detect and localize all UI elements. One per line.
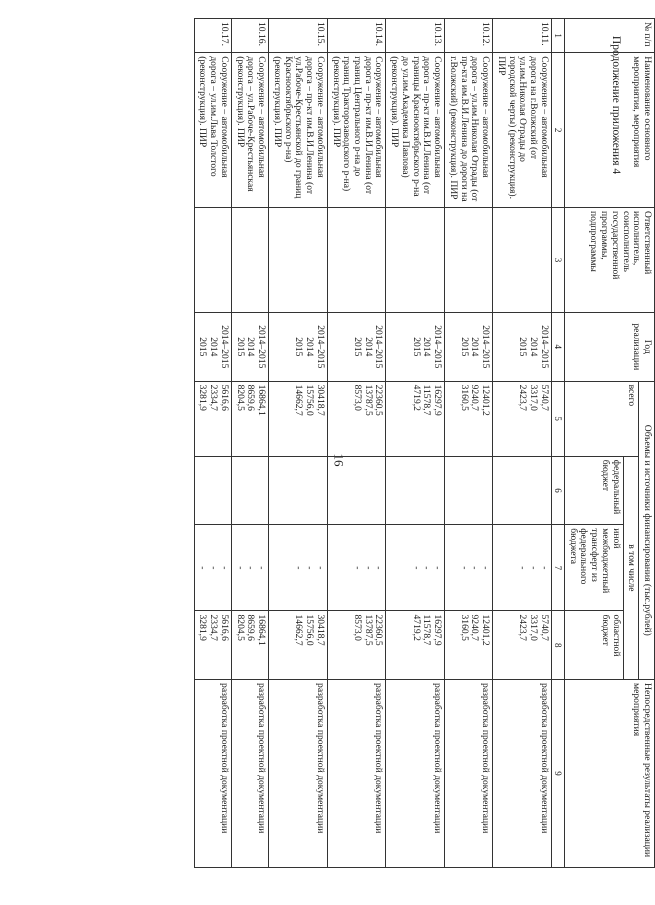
row-number: 10.15.: [269, 19, 328, 53]
row-years-value: 2014: [362, 337, 374, 357]
row-years-value: 2015: [458, 337, 470, 357]
row-years-value: 2014–2015: [432, 325, 444, 369]
row-regional-value: 3317,0: [528, 614, 540, 641]
row-regional: [231, 611, 268, 680]
row-result: разработка проектной документации: [194, 680, 231, 868]
row-years-value: 2014–2015: [218, 325, 230, 369]
row-years: [493, 313, 552, 382]
budget-table-container: [175, 18, 655, 868]
row-name: Сооружение – автомобильная дорога – пр-кт им.В.И.Ленина (от границ Центрального р-на до границ Тракторозаводского р-на) (реконструкция). ПИР: [327, 53, 386, 208]
row-transfer: [269, 525, 328, 611]
row-years-value: 2015: [293, 337, 305, 357]
row-years: [327, 313, 386, 382]
row-transfer-value: -: [469, 566, 481, 570]
row-transfer: [386, 525, 445, 611]
row-transfer-value: -: [304, 566, 316, 570]
row-number: 10.11.: [493, 19, 552, 53]
col-number: 9: [551, 680, 564, 868]
row-years-value: 2014–2015: [480, 325, 492, 369]
row-years-value: 2014–2015: [373, 325, 385, 369]
row-total: [194, 381, 231, 456]
row-regional: [327, 611, 386, 680]
row-years-value: 2014: [245, 337, 257, 357]
row-total-value: 16297,9: [432, 384, 444, 416]
row-regional-value: 16297,9: [432, 614, 444, 646]
row-transfer-value: -: [197, 566, 209, 570]
row-transfer-value: -: [432, 566, 444, 570]
row-total-value: 30418,7: [314, 384, 326, 416]
table-row: [194, 19, 231, 868]
header-total: всего: [564, 381, 638, 456]
row-name: Сооружение – автомобильная дорога – ул.им.Льва Толстого (реконструкция). ПИР: [194, 53, 231, 208]
table-row: [231, 19, 268, 868]
row-executor: [445, 208, 493, 313]
row-total-value: 16864,1: [256, 384, 268, 416]
header-federal: федеральный бюджет: [564, 456, 623, 525]
row-federal: [194, 456, 231, 525]
budget-table: [194, 18, 655, 868]
row-number: 10.14.: [327, 19, 386, 53]
row-transfer-value: -: [480, 566, 492, 570]
row-transfer-value: -: [517, 566, 529, 570]
row-total-value: 12401,2: [480, 384, 492, 416]
table-row: [269, 19, 328, 868]
row-total-value: 2334,7: [208, 384, 220, 411]
row-result: разработка проектной документации: [445, 680, 493, 868]
row-total-value: 15756,0: [304, 384, 316, 416]
row-transfer: [327, 525, 386, 611]
row-years-value: 2014: [304, 337, 316, 357]
row-transfer-value: -: [234, 566, 246, 570]
row-name: Сооружение – автомобильная дорога на г.Волжский (от ул.им.Николая Отрады до городской черты) (реконструкция). ПИР: [493, 53, 552, 208]
row-federal: [445, 456, 493, 525]
row-years-value: 2015: [234, 337, 246, 357]
row-result: разработка проектной документации: [327, 680, 386, 868]
row-federal: [327, 453, 386, 525]
row-regional-value: 15756,0: [304, 614, 316, 646]
header-transfer: иной межбюджетный трансферт из федерального бюджета: [564, 525, 623, 611]
row-result: разработка проектной документации: [269, 680, 328, 868]
row-years-value: 2015: [352, 337, 364, 357]
row-total-value: 5740,7: [538, 384, 550, 411]
row-regional-value: 4719,2: [410, 614, 422, 641]
row-transfer-value: -: [538, 566, 550, 570]
table-row: [493, 19, 552, 868]
row-years: [386, 313, 445, 382]
row-transfer-value: -: [245, 566, 257, 570]
row-regional-value: 13787,5: [362, 614, 374, 646]
row-executor: [493, 208, 552, 313]
row-regional-value: 16864,1: [256, 614, 268, 646]
row-regional-value: 3281,9: [197, 614, 209, 641]
row-years: [269, 313, 328, 382]
row-regional: [445, 611, 493, 680]
row-regional-value: 8659,6: [245, 614, 257, 641]
row-transfer: [231, 525, 268, 611]
row-regional-value: 2334,7: [208, 614, 220, 641]
row-transfer-value: -: [218, 566, 230, 570]
header-no: № п/п: [564, 19, 654, 53]
table-row: [327, 19, 386, 868]
row-total: [445, 381, 493, 456]
row-transfer: [493, 525, 552, 611]
row-transfer-value: -: [410, 566, 422, 570]
row-total: [327, 381, 386, 456]
row-transfer-value: -: [421, 566, 433, 570]
row-total-value: 22360,5: [373, 384, 385, 416]
row-regional: [386, 611, 445, 680]
row-transfer-value: -: [373, 566, 385, 570]
column-number-row: [551, 19, 564, 868]
row-federal: [386, 456, 445, 525]
continuation-title-text: Продолжение приложения 4: [610, 35, 623, 175]
row-regional-value: 8204,5: [234, 614, 246, 641]
row-executor: [327, 208, 386, 313]
header-funding: Объемы и источники финансирования (тыс.рублей): [639, 381, 655, 679]
row-federal: [269, 456, 328, 525]
header-year: Год реализации: [564, 313, 654, 382]
row-years-value: 2014–2015: [538, 325, 550, 369]
row-years-value: 2015: [197, 337, 209, 357]
row-years-value: 2014: [421, 337, 433, 357]
row-total-value: 2423,7: [517, 384, 529, 411]
row-regional-value: 11578,7: [421, 614, 433, 646]
col-number: 8: [551, 611, 564, 680]
row-years-value: 2014–2015: [256, 325, 268, 369]
row-years-value: 2014: [528, 337, 540, 357]
row-regional-value: 3160,5: [458, 614, 470, 641]
row-total-value: 11578,7: [421, 384, 433, 416]
row-number: 10.12.: [445, 19, 493, 53]
col-number: 1: [551, 19, 564, 53]
row-total-value: 3317,0: [528, 384, 540, 411]
row-total-value: 4719,2: [410, 384, 422, 411]
row-transfer-value: -: [208, 566, 220, 570]
row-regional: [493, 611, 552, 680]
row-name: Сооружение – автомобильная дорога – ул.им.Николая Отрады (от пр-кта им.В.И.Ленина до дороги на г.Волжский) (реконструкция). ПИР: [445, 53, 493, 208]
row-executor: [194, 208, 231, 313]
row-number: 10.17.: [194, 19, 231, 53]
header-executor: Ответственный исполнитель, соисполнитель государственной программы, подпрограммы: [564, 208, 654, 313]
row-total: [386, 381, 445, 456]
row-number: 10.16.: [231, 19, 268, 53]
table-row: [386, 19, 445, 868]
row-result: разработка проектной документации: [386, 680, 445, 868]
row-total-value: 5616,6: [218, 384, 230, 411]
col-number: 4: [551, 313, 564, 382]
row-total-value: 3160,5: [458, 384, 470, 411]
row-total-value: 9240,7: [469, 384, 481, 411]
row-years-value: 2014: [208, 337, 220, 357]
row-years: [445, 313, 493, 382]
row-total-value: 3281,9: [197, 384, 209, 411]
col-number: 7: [551, 525, 564, 611]
row-name: Сооружение – автомобильная дорога – ул.Рабоче-Крестьянская (реконструкция). ПИР: [231, 53, 268, 208]
row-executor: [269, 208, 328, 313]
row-transfer-value: -: [362, 566, 374, 570]
header-result: Непосредственные результаты реализации мероприятия: [564, 680, 654, 868]
row-regional-value: 30418,7: [314, 614, 326, 646]
row-regional-value: 5616,6: [218, 614, 230, 641]
row-total: [269, 381, 328, 456]
header-incl: в том числе: [623, 456, 639, 679]
row-total-value: 13787,5: [362, 384, 374, 416]
row-result: разработка проектной документации: [493, 680, 552, 868]
row-number: 10.13.: [386, 19, 445, 53]
row-years-value: 2014: [469, 337, 481, 357]
col-number: 5: [551, 381, 564, 456]
header-name: Наименование основного мероприятия, мероприятия: [564, 53, 654, 208]
table-row: [445, 19, 493, 868]
row-regional-value: 22360,5: [373, 614, 385, 646]
row-federal: [493, 456, 552, 525]
row-name: Сооружение – автомобильная дорога – пр-кт им.В.И.Ленина (от границы Краснооктябрьского р-на до ул.им.Академика Павлова) (реконструкция). ПИР: [386, 53, 445, 208]
table-body: [194, 19, 551, 868]
row-result: разработка проектной документации: [231, 680, 268, 868]
row-transfer-value: -: [352, 566, 364, 570]
row-regional-value: 8573,0: [352, 614, 364, 641]
row-regional: [194, 611, 231, 680]
row-name: Сооружение – автомобильная дорога – пр-кт им.В.И.Ленина (от ул.Рабоче-Крестьянской до границ Краснооктябрьского р-на) (реконструкция). ПИР: [269, 53, 328, 208]
row-transfer-value: -: [314, 566, 326, 570]
row-regional-value: 12401,2: [480, 614, 492, 646]
row-total: [493, 381, 552, 456]
row-regional-value: 14662,7: [293, 614, 305, 646]
row-regional: [269, 611, 328, 680]
row-years-value: 2015: [517, 337, 529, 357]
row-years: [231, 313, 268, 382]
row-years-value: 2015: [410, 337, 422, 357]
row-transfer: [194, 525, 231, 611]
row-years-value: 2014–2015: [314, 325, 326, 369]
row-regional-value: 5740,7: [538, 614, 550, 641]
row-transfer-value: -: [256, 566, 268, 570]
row-transfer-value: -: [528, 566, 540, 570]
row-transfer-value: -: [293, 566, 305, 570]
row-total: [231, 381, 268, 456]
row-transfer-value: -: [458, 566, 470, 570]
row-regional-value: 9240,7: [469, 614, 481, 641]
row-transfer: [445, 525, 493, 611]
row-federal: [231, 456, 268, 525]
row-executor: [386, 208, 445, 313]
row-total-value: 8659,6: [245, 384, 257, 411]
col-number: 3: [551, 208, 564, 313]
row-years: [194, 313, 231, 382]
row-total-value: 8573,0: [352, 384, 364, 411]
row-regional-value: 2423,7: [517, 614, 529, 641]
page-number-text: 16: [331, 453, 346, 467]
header-regional: областной бюджет: [564, 611, 623, 680]
row-total-value: 14662,7: [293, 384, 305, 416]
col-number: 6: [551, 456, 564, 525]
row-executor: [231, 208, 268, 313]
col-number: 2: [551, 53, 564, 208]
row-total-value: 8204,5: [234, 384, 246, 411]
